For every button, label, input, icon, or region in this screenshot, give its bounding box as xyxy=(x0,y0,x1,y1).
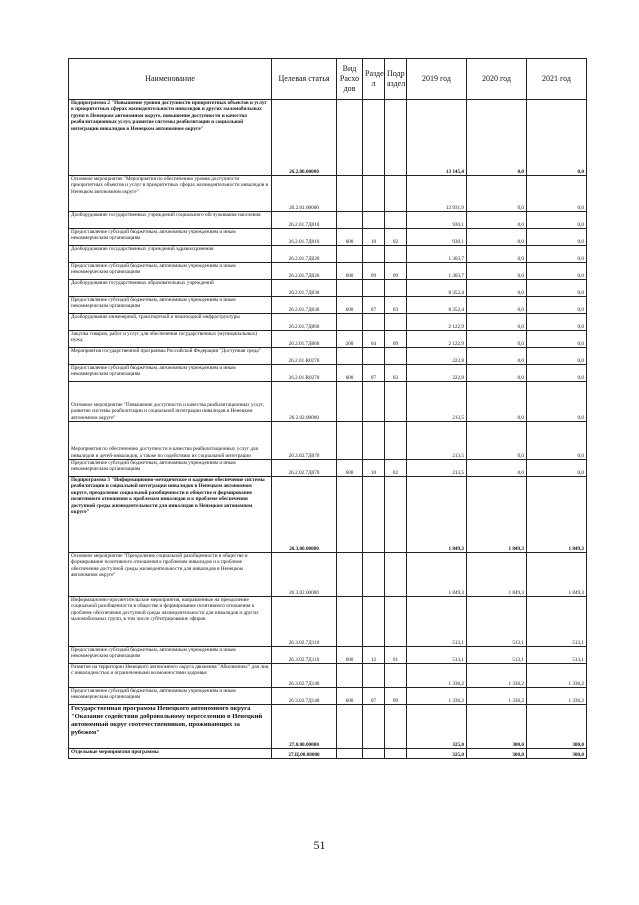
row-razdel xyxy=(363,422,385,460)
row-2020: 1 849,3 xyxy=(467,553,527,597)
row-razdel xyxy=(363,212,385,229)
row-code: 27.Ц.00.00000 xyxy=(272,749,337,759)
row-podrazdel: 02 xyxy=(385,460,407,477)
row-2021: 0,0 xyxy=(527,382,587,422)
row-2021: 0,0 xyxy=(527,100,587,176)
row-razdel xyxy=(363,664,385,688)
row-name: Мероприятия государственной программы Российской Федерации "Доступная среда" xyxy=(69,348,272,365)
table-body xyxy=(69,100,587,759)
row-2020: 0,0 xyxy=(467,212,527,229)
row-2021: 0,0 xyxy=(527,212,587,229)
row-2020: 0,0 xyxy=(467,100,527,176)
table-row xyxy=(69,263,587,280)
row-2020: 0,0 xyxy=(467,382,527,422)
table-row xyxy=(69,422,587,460)
row-vid xyxy=(337,477,363,553)
row-2020: 0,0 xyxy=(467,460,527,477)
header-vid: Вид Расхо дов xyxy=(337,59,363,100)
row-name: Информационно-просветительские мероприятия, направленные на преодоление социальной разобщенности в обществе и формирование позитивного отношения к проблеме обеспечения доступной среды жизнедеятельности для инвалидов и других маломобильных групп, в том числе субтитрирование эфиров xyxy=(69,597,272,647)
row-podrazdel xyxy=(385,348,407,365)
row-vid xyxy=(337,280,363,297)
table-row xyxy=(69,297,587,314)
row-2019: 513,1 xyxy=(407,647,467,664)
row-vid: 600 xyxy=(337,365,363,382)
row-name: Государственная программа Ненецкого автономного округа "Оказание содействия добровольному переселению в Ненецкий автономный округ соотечественников, проживающих за рубежом" xyxy=(69,705,272,749)
row-podrazdel xyxy=(385,705,407,749)
table-row xyxy=(69,331,587,348)
row-2021: 0,0 xyxy=(527,297,587,314)
row-code: 26.2.01.7Д010 xyxy=(272,212,337,229)
row-2019: 930,1 xyxy=(407,229,467,246)
row-2019: 325,0 xyxy=(407,705,467,749)
row-2019: 8 352,4 xyxy=(407,297,467,314)
row-razdel: 07 xyxy=(363,365,385,382)
row-code: 26.2.01.7Д010 xyxy=(272,229,337,246)
row-code: 26.2.01.R0270 xyxy=(272,365,337,382)
row-code: 27.0.00.00000 xyxy=(272,705,337,749)
row-podrazdel: 09 xyxy=(385,331,407,348)
row-name: Предоставление субсидий бюджетным, автономным учреждениям и иным некоммерческим организациям xyxy=(69,460,272,477)
row-2020: 0,0 xyxy=(467,280,527,297)
row-code: 26.2.00.00000 xyxy=(272,100,337,176)
row-2021: 0,0 xyxy=(527,348,587,365)
row-vid xyxy=(337,749,363,759)
row-name: Развитие на территории Ненецкого автономного округа движения "Абилимпикс" для лиц с инвалидностью и ограниченными возможностями здоровья xyxy=(69,664,272,688)
row-2020: 0,0 xyxy=(467,331,527,348)
row-code: 26.2.02.00000 xyxy=(272,382,337,422)
header-code: Целевая статья xyxy=(272,59,337,100)
table-row xyxy=(69,553,587,597)
row-2021: 0,0 xyxy=(527,176,587,212)
row-2020: 0,0 xyxy=(467,229,527,246)
row-code: 26.3.00.00000 xyxy=(272,477,337,553)
row-2020: 0,0 xyxy=(467,314,527,331)
row-podrazdel: 02 xyxy=(385,229,407,246)
row-2020: 0,0 xyxy=(467,176,527,212)
row-razdel: 09 xyxy=(363,263,385,280)
row-2020: 0,0 xyxy=(467,297,527,314)
row-name: Предоставление субсидий бюджетным, автономным учреждениям и иным некоммерческим организациям xyxy=(69,647,272,664)
row-code: 26.2.02.7Д070 xyxy=(272,422,337,460)
row-razdel xyxy=(363,348,385,365)
row-2021: 1 336,2 xyxy=(527,688,587,705)
row-podrazdel: 09 xyxy=(385,263,407,280)
row-vid: 600 xyxy=(337,297,363,314)
row-code: 26.3.02.7Д140 xyxy=(272,664,337,688)
row-2019: 2 122,9 xyxy=(407,314,467,331)
row-vid xyxy=(337,212,363,229)
row-2019: 1 303,7 xyxy=(407,246,467,263)
row-vid: 600 xyxy=(337,460,363,477)
row-podrazdel xyxy=(385,100,407,176)
row-podrazdel xyxy=(385,212,407,229)
row-2020: 1 336,2 xyxy=(467,664,527,688)
row-2019: 1 336,2 xyxy=(407,664,467,688)
row-2021: 0,0 xyxy=(527,280,587,297)
table-row xyxy=(69,664,587,688)
row-vid xyxy=(337,314,363,331)
table-row xyxy=(69,246,587,263)
row-name: Дооборудование государственных учреждений социального обслуживания населения xyxy=(69,212,272,229)
row-2021: 0,0 xyxy=(527,246,587,263)
row-razdel xyxy=(363,100,385,176)
row-2019: 2 122,9 xyxy=(407,331,467,348)
table-row xyxy=(69,382,587,422)
row-code: 26.3.02.7Д110 xyxy=(272,597,337,647)
row-name: Дооборудование государственных образовательных учреждений xyxy=(69,280,272,297)
row-2020: 513,1 xyxy=(467,597,527,647)
row-2020: 0,0 xyxy=(467,348,527,365)
row-2021: 0,0 xyxy=(527,263,587,280)
row-vid xyxy=(337,176,363,212)
row-podrazdel xyxy=(385,749,407,759)
row-2019: 213,5 xyxy=(407,382,467,422)
row-2021: 1 336,2 xyxy=(527,664,587,688)
row-2021: 300,0 xyxy=(527,705,587,749)
table-row xyxy=(69,365,587,382)
budget-table-container xyxy=(68,58,586,759)
row-2021: 0,0 xyxy=(527,365,587,382)
row-2020: 513,1 xyxy=(467,647,527,664)
row-vid: 600 xyxy=(337,647,363,664)
row-vid xyxy=(337,664,363,688)
row-podrazdel xyxy=(385,246,407,263)
row-vid xyxy=(337,348,363,365)
table-header-row xyxy=(69,59,587,100)
row-razdel xyxy=(363,553,385,597)
row-2020: 1 849,3 xyxy=(467,477,527,553)
row-vid xyxy=(337,553,363,597)
row-vid: 600 xyxy=(337,229,363,246)
table-row xyxy=(69,460,587,477)
budget-table xyxy=(68,58,587,759)
row-2020: 300,0 xyxy=(467,749,527,759)
row-podrazdel xyxy=(385,664,407,688)
row-code: 26.2.01.7Д020 xyxy=(272,246,337,263)
row-podrazdel xyxy=(385,176,407,212)
row-vid xyxy=(337,382,363,422)
row-2021: 0,0 xyxy=(527,331,587,348)
row-razdel xyxy=(363,597,385,647)
row-2021: 1 849,3 xyxy=(527,553,587,597)
row-razdel xyxy=(363,749,385,759)
row-2021: 0,0 xyxy=(527,314,587,331)
row-vid: 600 xyxy=(337,688,363,705)
table-row xyxy=(69,176,587,212)
row-code: 26.2.01.7Д030 xyxy=(272,297,337,314)
row-2021: 513,1 xyxy=(527,597,587,647)
row-vid: 200 xyxy=(337,331,363,348)
row-code: 26.2.01.7Д060 xyxy=(272,314,337,331)
row-code: 26.2.01.7Д060 xyxy=(272,331,337,348)
row-code: 26.2.01.R0270 xyxy=(272,348,337,365)
row-2021: 0,0 xyxy=(527,460,587,477)
table-row xyxy=(69,705,587,749)
row-razdel: 07 xyxy=(363,688,385,705)
row-razdel xyxy=(363,176,385,212)
row-podrazdel xyxy=(385,597,407,647)
table-row xyxy=(69,348,587,365)
row-podrazdel: 09 xyxy=(385,688,407,705)
row-razdel: 12 xyxy=(363,647,385,664)
row-name: Дооборудование государственных учреждений здравоохранения xyxy=(69,246,272,263)
row-podrazdel xyxy=(385,553,407,597)
row-razdel: 07 xyxy=(363,297,385,314)
page-number: 51 xyxy=(313,838,326,852)
row-2019: 8 352,4 xyxy=(407,280,467,297)
row-razdel: 10 xyxy=(363,460,385,477)
row-razdel xyxy=(363,280,385,297)
row-code: 26.3.02.7Д140 xyxy=(272,688,337,705)
row-podrazdel xyxy=(385,382,407,422)
row-name: Подпрограмма 2 "Повышение уровня доступности приоритетных объектов и услуг в приоритетных сферах жизнедеятельности инвалидов и других маломобильных групп в Ненецком автономном округе, повышение доступности и качества реабилитационных услуг, развитие системы реабилитации и социальной интеграции инвалидов в Ненецком автономном округе" xyxy=(69,100,272,176)
row-name: Предоставление субсидий бюджетным, автономным учреждениям и иным некоммерческим организациям xyxy=(69,365,272,382)
row-razdel xyxy=(363,314,385,331)
row-2019: 325,0 xyxy=(407,749,467,759)
row-2019: 222,8 xyxy=(407,348,467,365)
header-name: Наименование xyxy=(69,59,272,100)
row-2021: 0,0 xyxy=(527,229,587,246)
row-podrazdel xyxy=(385,422,407,460)
row-podrazdel: 03 xyxy=(385,297,407,314)
table-row xyxy=(69,212,587,229)
row-vid xyxy=(337,246,363,263)
row-name: Отдельные мероприятия программы xyxy=(69,749,272,759)
row-2020: 0,0 xyxy=(467,263,527,280)
table-row xyxy=(69,229,587,246)
table-row xyxy=(69,280,587,297)
table-row xyxy=(69,597,587,647)
table-row xyxy=(69,477,587,553)
row-code: 26.2.02.7Д070 xyxy=(272,460,337,477)
row-name: Предоставление субсидий бюджетным, автономным учреждениям и иным некоммерческим организациям xyxy=(69,263,272,280)
row-2021: 0,0 xyxy=(527,422,587,460)
table-row xyxy=(69,749,587,759)
row-razdel xyxy=(363,382,385,422)
row-name: Подпрограмма 3 "Информационно-методическое и кадровое обеспечение системы реабилитации и социальной интеграции инвалидов в Ненецком автономном округе, преодоление социальной разобщенности в обществе и формирование позитивного отношения к проблемам инвалидов и к проблеме обеспечения доступной среды жизнедеятельности для инвалидов в Ненецком автономном округе" xyxy=(69,477,272,553)
row-razdel xyxy=(363,246,385,263)
row-razdel: 10 xyxy=(363,229,385,246)
row-code: 26.2.01.7Д030 xyxy=(272,280,337,297)
row-podrazdel: 03 xyxy=(385,365,407,382)
row-2019: 1 849,3 xyxy=(407,477,467,553)
row-name: Основное мероприятие "Мероприятия по обеспечению уровня доступности приоритетных объектов и услуг в приоритетных сферах жизнедеятельности инвалидов в Ненецком автономном округе" xyxy=(69,176,272,212)
row-2020: 300,0 xyxy=(467,705,527,749)
row-2020: 0,0 xyxy=(467,246,527,263)
row-code: 26.3.02.00000 xyxy=(272,553,337,597)
row-name: Основное мероприятие "Преодоление социальной разобщенности в обществе и формирование позитивного отношения к проблемам инвалидов и к проблеме обеспечения доступной среды жизнедеятельности для инвалидов в Ненецком автономном округе" xyxy=(69,553,272,597)
row-name: Дооборудование инженерной, транспортной и пешеходной инфраструктуры xyxy=(69,314,272,331)
row-code: 26.2.01.7Д020 xyxy=(272,263,337,280)
header-2021: 2021 год xyxy=(527,59,587,100)
row-podrazdel xyxy=(385,280,407,297)
row-2019: 13 145,4 xyxy=(407,100,467,176)
row-name: Предоставление субсидий бюджетным, автономным учреждениям и иным некоммерческим организациям xyxy=(69,688,272,705)
row-vid: 600 xyxy=(337,263,363,280)
table-row xyxy=(69,647,587,664)
row-vid xyxy=(337,705,363,749)
row-name: Закупка товаров, работ и услуг для обеспечения государственных (муниципальных) нужд xyxy=(69,331,272,348)
row-razdel xyxy=(363,477,385,553)
row-name: Предоставление субсидий бюджетным, автономным учреждениям и иным некоммерческим организациям xyxy=(69,229,272,246)
row-name: Предоставление субсидий бюджетным, автономным учреждениям и иным некоммерческим организациям xyxy=(69,297,272,314)
row-2019: 1 336,2 xyxy=(407,688,467,705)
row-2019: 213,5 xyxy=(407,460,467,477)
row-2019: 1 849,3 xyxy=(407,553,467,597)
row-2021: 513,1 xyxy=(527,647,587,664)
row-razdel: 04 xyxy=(363,331,385,348)
table-row xyxy=(69,688,587,705)
row-podrazdel xyxy=(385,314,407,331)
row-2019: 513,1 xyxy=(407,597,467,647)
header-2019: 2019 год xyxy=(407,59,467,100)
row-code: 26.2.01.00000 xyxy=(272,176,337,212)
row-2021: 1 849,3 xyxy=(527,477,587,553)
row-podrazdel: 01 xyxy=(385,647,407,664)
header-podrazdel: Подр аздел xyxy=(385,59,407,100)
row-vid xyxy=(337,422,363,460)
row-2019: 222,8 xyxy=(407,365,467,382)
row-2019: 12 931,9 xyxy=(407,176,467,212)
row-razdel xyxy=(363,705,385,749)
table-row xyxy=(69,314,587,331)
header-2020: 2020 год xyxy=(467,59,527,100)
row-vid xyxy=(337,100,363,176)
row-2019: 213,5 xyxy=(407,422,467,460)
row-code: 26.3.02.7Д110 xyxy=(272,647,337,664)
row-name: Мероприятия по обеспечению доступности и качества реабилитационных услуг для инвалидов и детей-инвалидов, а также по содействию их социальной интеграции xyxy=(69,422,272,460)
row-2020: 0,0 xyxy=(467,365,527,382)
header-razdel: Разде л xyxy=(363,59,385,100)
row-2020: 1 336,2 xyxy=(467,688,527,705)
row-podrazdel xyxy=(385,477,407,553)
table-row xyxy=(69,100,587,176)
row-2019: 1 303,7 xyxy=(407,263,467,280)
row-name: Основное мероприятие "Повышение доступности и качества реабилитационных услуг, развитие системы реабилитации и социальной интеграции инвалидов в Ненецком автономном округе" xyxy=(69,382,272,422)
row-2020: 0,0 xyxy=(467,422,527,460)
row-2019: 930,1 xyxy=(407,212,467,229)
row-vid xyxy=(337,597,363,647)
row-2021: 300,0 xyxy=(527,749,587,759)
